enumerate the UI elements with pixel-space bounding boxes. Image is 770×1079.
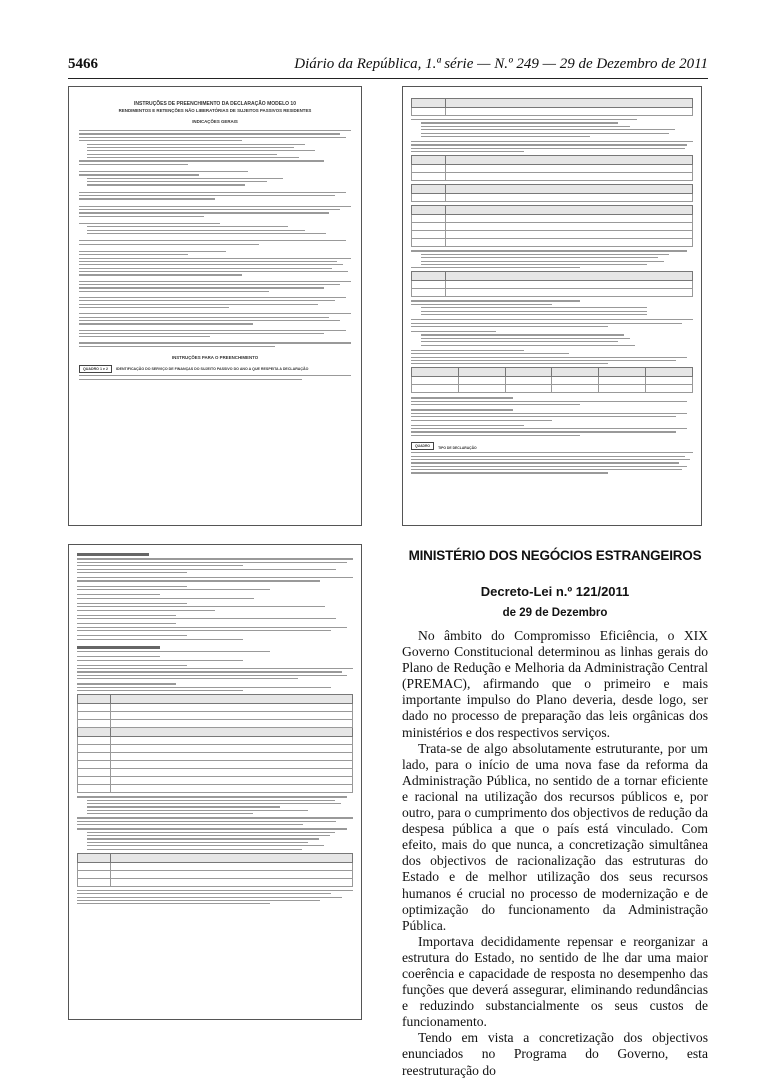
form-table-7 (77, 694, 353, 793)
quadro-type-bar (411, 442, 693, 450)
form-instructions-top (68, 86, 362, 526)
form-table-2 (411, 155, 693, 181)
form-table-6 (411, 367, 693, 393)
paragraph: Trata-se de algo absolutamente estruturante, por um lado, para o início de uma nova fase da reforma da Administração Pública, no sentido de a tornar eficiente e racional na utilização dos recursos públicos e, por outro, para o cumprimento dos objectivos de redução da despesa pública a que o país está vinculado. Com efeito, mais do que nunca, a concretização simultânea dos objectivos de racionalização das estruturas do Estado e de melhor utilização dos seus recursos humanos é crucial no processo de modernização e de optimização do funcionamento da Administração Pública. (402, 740, 708, 933)
paragraph: Importava decididamente repensar e reorganizar a estrutura do Estado, no sentido de lhe dar uma maior coerência e capacidade de resposta no desempenho das funções que deverá assegurar, eliminando redundâncias e reduzindo substancialmente os seus custos de funcionamento. (402, 933, 708, 1030)
form-instructions-bottom (68, 544, 362, 1020)
quadro-text: IDENTIFICAÇÃO DO SERVIÇO DE FINANÇAS DO SUJEITO PASSIVO DO ANO A QUE RESPEITA A DECLARAÇÃO (115, 367, 309, 371)
page-number: 5466 (68, 56, 98, 72)
decree-title: Decreto-Lei n.º 121/2011 (480, 584, 630, 599)
quadro-label: QUADRO 1 e 2 (79, 365, 112, 373)
form-instructions-right (402, 86, 702, 526)
quadro-bar (79, 365, 351, 373)
quadro-text-right: TIPO DE DECLARAÇÃO (438, 446, 477, 450)
form-text-block-end (79, 375, 351, 380)
form-section-title: INDICAÇÕES GERAIS (192, 119, 238, 124)
form-table-4 (411, 205, 693, 247)
page-header (0, 0, 770, 86)
paragraph: Tendo em vista a concretização dos objectivos enunciados no Programa do Governo, esta reestruturação do (402, 1030, 708, 1078)
form-table-3 (411, 184, 693, 202)
form-table-1 (411, 98, 693, 116)
form-table-5 (411, 271, 693, 297)
quadro-label-right: QUADRO (411, 442, 434, 450)
form-footer-title: INSTRUÇÕES PARA O PREENCHIMENTO (171, 355, 259, 360)
decree-date: de 29 de Dezembro (502, 607, 608, 619)
ministry-heading: MINISTÉRIO DOS NEGÓCIOS ESTRANGEIROS (408, 548, 702, 563)
form-title: INSTRUÇÕES DE PREENCHIMENTO DA DECLARAÇÃO MODELO 10 (134, 101, 296, 107)
form-text-block (79, 130, 351, 347)
decree-body (402, 628, 708, 1079)
paragraph: No âmbito do Compromisso Eficiência, o XIX Governo Constitucional determinou as linhas gerais do Plano de Redução e Melhoria da Administração Central (PREMAC), afirmando que o primeiro e mais importante impulso do Plano deveria, desde logo, ser dado no processo de preparação das leis orgânicas dos ministérios e dos respectivos serviços. (402, 628, 708, 740)
header-rule (68, 78, 708, 79)
form-table-8 (77, 853, 353, 887)
form-subtitle: RENDIMENTOS E RETENÇÕES NÃO LIBERATÓRIAS DE SUJEITOS PASSIVOS RESIDENTES (118, 108, 312, 113)
journal-title: Diário da República, 1.ª série — N.º 249 — 29 de Dezembro de 2011 (294, 56, 708, 72)
